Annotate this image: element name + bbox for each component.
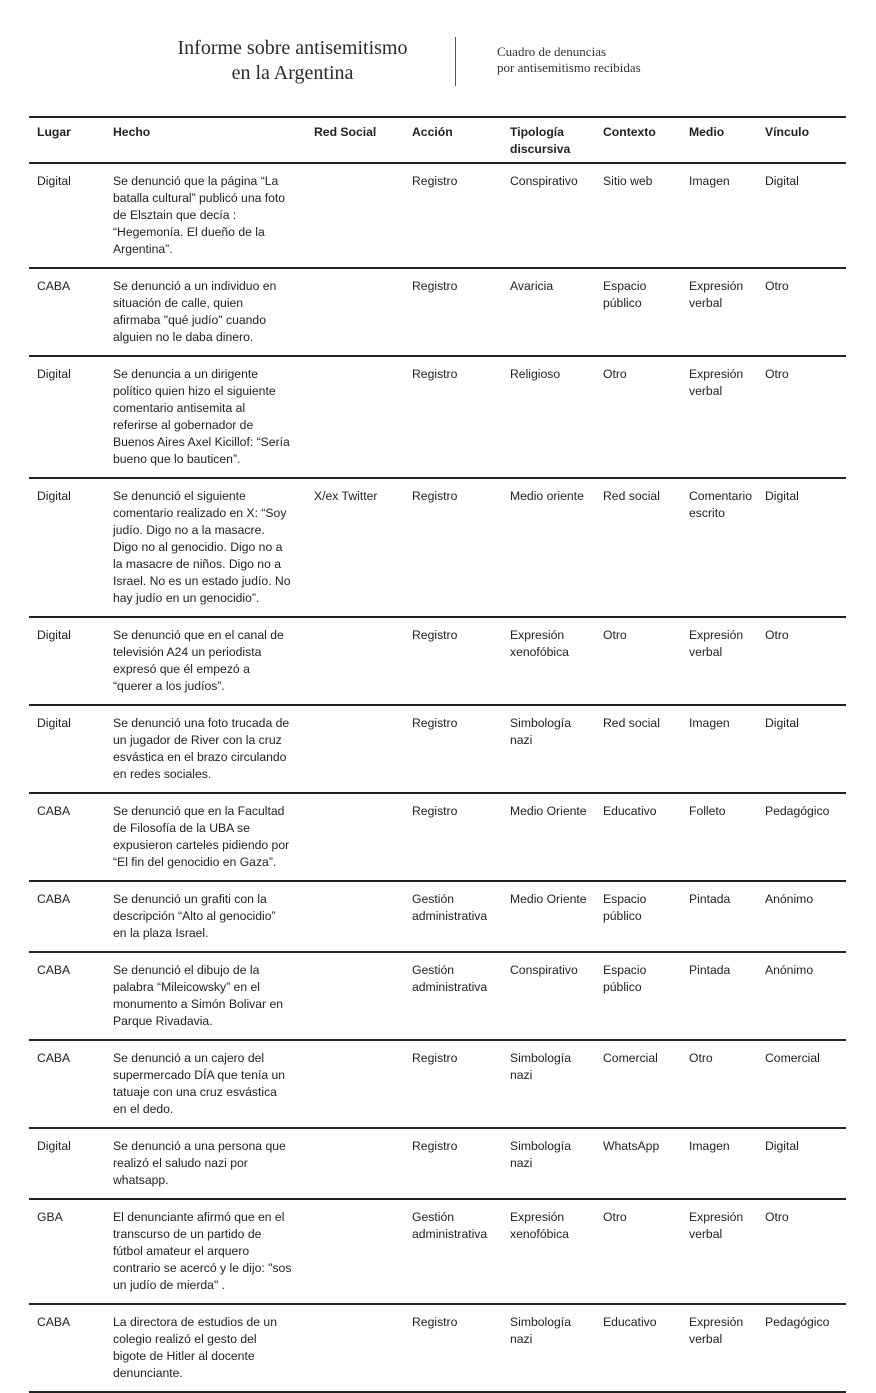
cell-medio: Imagen: [681, 163, 757, 268]
column-header-contexto: Contexto: [595, 117, 681, 163]
cell-red-social: [306, 268, 404, 356]
report-title-line-2: en la Argentina: [231, 62, 354, 84]
cell-vinculo: Pedagógico: [757, 1304, 846, 1392]
cell-hecho: El denunciante afirmó que en el transcurso de un partido de fútbol amateur el arquero contrario se acercó y le dijo: "sos un judío de mierda" .: [105, 1199, 306, 1304]
cell-accion: Registro: [404, 1040, 502, 1128]
cell-hecho: Se denunció un grafiti con la descripción “Alto al genocidio” en la plaza Israel.: [105, 881, 306, 952]
cell-red-social: [306, 617, 404, 705]
cell-accion: Registro: [404, 705, 502, 793]
cell-contexto: Comercial: [595, 1040, 681, 1128]
table-row: [29, 793, 846, 881]
cell-red-social: [306, 1199, 404, 1304]
cell-lugar: Digital: [29, 478, 105, 617]
cell-contexto: Otro: [595, 1199, 681, 1304]
cell-accion: Registro: [404, 163, 502, 268]
cell-accion: Registro: [404, 617, 502, 705]
table-header-row: [29, 117, 846, 163]
table-row: [29, 705, 846, 793]
cell-tipologia: Medio Oriente: [502, 793, 595, 881]
cell-vinculo: Comercial: [757, 1040, 846, 1128]
cell-contexto: Educativo: [595, 793, 681, 881]
cell-red-social: X/ex Twitter: [306, 478, 404, 617]
cell-vinculo: Digital: [757, 163, 846, 268]
report-subtitle-line-1: Cuadro de denuncias: [497, 44, 607, 59]
table-row: [29, 1199, 846, 1304]
cell-hecho: Se denunció que en el canal de televisión A24 un periodista expresó que él empezó a “querer a los judíos”.: [105, 617, 306, 705]
cell-contexto: Sitio web: [595, 163, 681, 268]
cell-medio: Expresión verbal: [681, 1304, 757, 1392]
cell-contexto: Educativo: [595, 1304, 681, 1392]
cell-contexto: Red social: [595, 478, 681, 617]
cell-lugar: CABA: [29, 793, 105, 881]
cell-tipologia: Simbología nazi: [502, 1304, 595, 1392]
cell-lugar: CABA: [29, 1040, 105, 1128]
cell-vinculo: Otro: [757, 1199, 846, 1304]
cell-medio: Expresión verbal: [681, 268, 757, 356]
column-header-vinculo: Vínculo: [757, 117, 846, 163]
column-header-medio: Medio: [681, 117, 757, 163]
cell-red-social: [306, 952, 404, 1040]
cell-red-social: [306, 793, 404, 881]
cell-lugar: Digital: [29, 705, 105, 793]
cell-accion: Gestión administrativa: [404, 881, 502, 952]
cell-contexto: Red social: [595, 705, 681, 793]
cell-vinculo: Otro: [757, 356, 846, 478]
cell-vinculo: Digital: [757, 478, 846, 617]
cell-lugar: CABA: [29, 952, 105, 1040]
column-header-red-social: Red Social: [306, 117, 404, 163]
table-row: [29, 952, 846, 1040]
cell-tipologia: Simbología nazi: [502, 1040, 595, 1128]
complaints-table: [29, 116, 846, 1393]
table-row: [29, 478, 846, 617]
cell-hecho: La directora de estudios de un colegio realizó el gesto del bigote de Hitler al docente denunciante.: [105, 1304, 306, 1392]
cell-medio: Folleto: [681, 793, 757, 881]
cell-medio: Expresión verbal: [681, 617, 757, 705]
cell-lugar: Digital: [29, 163, 105, 268]
cell-red-social: [306, 705, 404, 793]
cell-vinculo: Digital: [757, 1128, 846, 1199]
cell-red-social: [306, 1304, 404, 1392]
column-header-hecho: Hecho: [105, 117, 306, 163]
report-title-line-1: Informe sobre antisemitismo: [177, 37, 408, 59]
cell-tipologia: Medio Oriente: [502, 881, 595, 952]
cell-accion: Registro: [404, 793, 502, 881]
cell-tipologia: Conspirativo: [502, 163, 595, 268]
cell-lugar: GBA: [29, 1199, 105, 1304]
cell-tipologia: Simbología nazi: [502, 1128, 595, 1199]
cell-tipologia: Expresión xenofóbica: [502, 617, 595, 705]
header-divider: [455, 37, 456, 86]
cell-medio: Imagen: [681, 705, 757, 793]
cell-medio: Otro: [681, 1040, 757, 1128]
cell-contexto: WhatsApp: [595, 1128, 681, 1199]
cell-tipologia: Medio oriente: [502, 478, 595, 617]
report-subtitle-line-2: por antisemitismo recibidas: [497, 60, 641, 75]
cell-hecho: Se denunció el dibujo de la palabra “Mileicowsky” en el monumento a Simón Bolivar en Parque Rivadavia.: [105, 952, 306, 1040]
cell-vinculo: Digital: [757, 705, 846, 793]
cell-vinculo: Anónimo: [757, 881, 846, 952]
cell-contexto: Espacio público: [595, 952, 681, 1040]
cell-red-social: [306, 881, 404, 952]
table-row: [29, 1040, 846, 1128]
cell-hecho: Se denunció a un individuo en situación de calle, quien afirmaba "qué judío" cuando alguien no le daba dinero.: [105, 268, 306, 356]
cell-lugar: Digital: [29, 1128, 105, 1199]
report-subtitle: [497, 44, 641, 76]
column-header-tipologia: Tipología discursiva: [502, 117, 595, 163]
cell-hecho: Se denunció una foto trucada de un jugador de River con la cruz esvástica en el brazo circulando en redes sociales.: [105, 705, 306, 793]
cell-medio: Imagen: [681, 1128, 757, 1199]
cell-tipologia: Conspirativo: [502, 952, 595, 1040]
cell-contexto: Espacio público: [595, 268, 681, 356]
cell-medio: Pintada: [681, 952, 757, 1040]
table-body: [29, 163, 846, 1392]
cell-vinculo: Otro: [757, 268, 846, 356]
cell-hecho: Se denunció a un cajero del supermercado DÍA que tenía un tatuaje con una cruz esvástica en el dedo.: [105, 1040, 306, 1128]
cell-medio: Expresión verbal: [681, 356, 757, 478]
table-row: [29, 617, 846, 705]
cell-lugar: Digital: [29, 617, 105, 705]
cell-hecho: Se denunció que en la Facultad de Filosofía de la UBA se expusieron carteles pidiendo por “El fin del genocidio en Gaza”.: [105, 793, 306, 881]
cell-accion: Registro: [404, 268, 502, 356]
table-row: [29, 163, 846, 268]
table-row: [29, 881, 846, 952]
cell-lugar: CABA: [29, 1304, 105, 1392]
cell-hecho: Se denunció el siguiente comentario realizado en X: “Soy judío. Digo no a la masacre. Digo no al genocidio. Digo no a la masacre de niños. Digo no a Israel. No es un estado judío. No hay judío en un genocidio”.: [105, 478, 306, 617]
cell-medio: Pintada: [681, 881, 757, 952]
cell-vinculo: Otro: [757, 617, 846, 705]
cell-medio: Expresión verbal: [681, 1199, 757, 1304]
cell-tipologia: Simbología nazi: [502, 705, 595, 793]
cell-tipologia: Expresión xenofóbica: [502, 1199, 595, 1304]
cell-red-social: [306, 1128, 404, 1199]
cell-tipologia: Avaricia: [502, 268, 595, 356]
cell-contexto: Otro: [595, 356, 681, 478]
cell-lugar: Digital: [29, 356, 105, 478]
cell-hecho: Se denunció que la página “La batalla cultural” publicó una foto de Elsztain que decía : “Hegemonía. El dueño de la Argentina”.: [105, 163, 306, 268]
cell-medio: Comentario escrito: [681, 478, 757, 617]
cell-accion: Gestión administrativa: [404, 1199, 502, 1304]
cell-accion: Registro: [404, 478, 502, 617]
table-row: [29, 1128, 846, 1199]
cell-red-social: [306, 356, 404, 478]
column-header-accion: Acción: [404, 117, 502, 163]
cell-accion: Registro: [404, 1128, 502, 1199]
table-row: [29, 268, 846, 356]
cell-lugar: CABA: [29, 268, 105, 356]
cell-hecho: Se denunció a una persona que realizó el saludo nazi por whatsapp.: [105, 1128, 306, 1199]
report-title: [140, 36, 445, 86]
cell-accion: Gestión administrativa: [404, 952, 502, 1040]
cell-vinculo: Anónimo: [757, 952, 846, 1040]
cell-accion: Registro: [404, 356, 502, 478]
column-header-lugar: Lugar: [29, 117, 105, 163]
cell-accion: Registro: [404, 1304, 502, 1392]
cell-contexto: Espacio público: [595, 881, 681, 952]
cell-tipologia: Religioso: [502, 356, 595, 478]
cell-red-social: [306, 163, 404, 268]
cell-hecho: Se denuncia a un dirigente político quien hizo el siguiente comentario antisemita al referirse al gobernador de Buenos Aires Axel Kicillof: “Sería bueno que lo bauticen”.: [105, 356, 306, 478]
table-row: [29, 1304, 846, 1392]
table-row: [29, 356, 846, 478]
cell-vinculo: Pedagógico: [757, 793, 846, 881]
cell-contexto: Otro: [595, 617, 681, 705]
cell-lugar: CABA: [29, 881, 105, 952]
cell-red-social: [306, 1040, 404, 1128]
